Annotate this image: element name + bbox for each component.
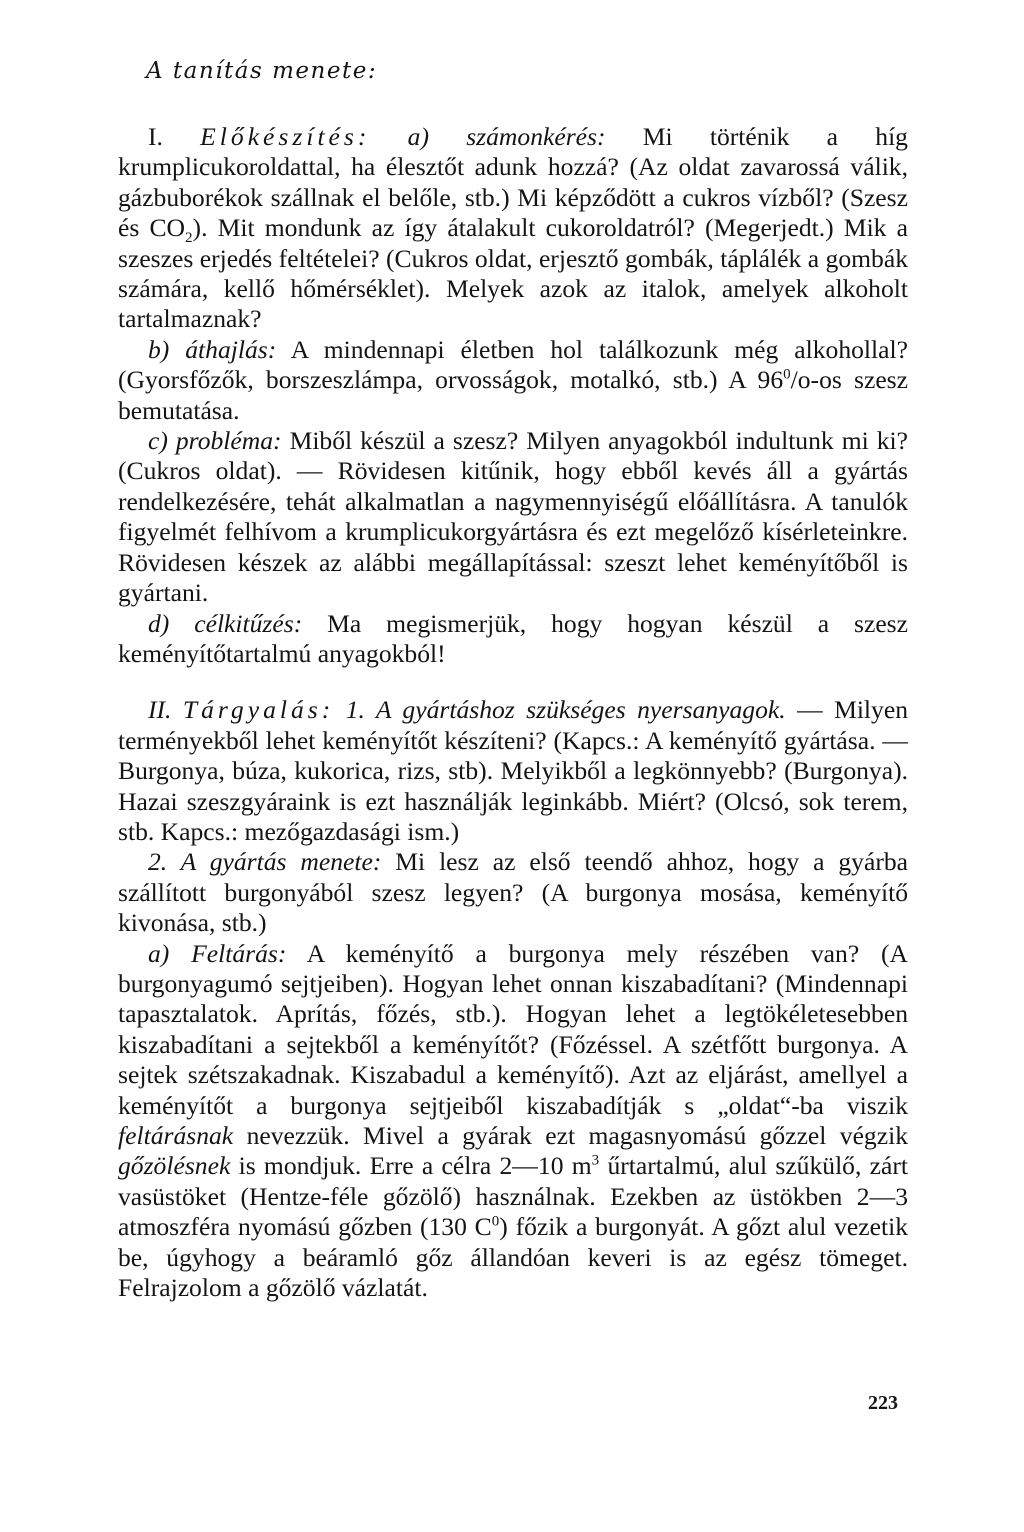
superscript-3: 3 <box>591 1152 600 1169</box>
subsection-d <box>118 609 908 670</box>
point-2-text: Mi lesz az első teendő ahhoz, hogy a gyárba szállított burgonyából szesz legyen? (A burgonya mosása, keményítő kivonása, stb.) <box>118 847 909 938</box>
subsection-d-label: d) célkitűzés: <box>148 608 303 638</box>
subsection-b-label: b) áthajlás: <box>148 334 277 364</box>
section-1-title: Előkészítés: <box>200 122 371 151</box>
subsection-a-text: Mi történik a híg krumplicukoroldattal, ha élesztőt adunk hozzá? (Az oldat zavarossá válik, gázbuborékok szállnak el belőle, stb.) Mi képződött a cukros vízből? (Szesz és CO <box>118 122 908 243</box>
subsection-b-text: A mindennapi életben hol találkozunk még alkohollal? (Gyorsfőzők, borszeszlámpa, orvosságok, motalkó, stb.) A 96 <box>118 334 908 395</box>
subsection-b-text-cont: /o-os szesz bemutatása. <box>118 365 908 425</box>
point-1-text: — Milyen terményekből lehet keményítőt készíteni? (Kapcs.: A keményítő gyártása. — Burgonya, búza, kukorica, rizs, stb). Melyikből a legkönnyebb? (Burgonya). Hazai szeszgyáraink is ezt használják leginkább. Miért? (Olcsó, sok terem, stb. Kapcs.: mezőgazdasági ism.) <box>118 695 909 846</box>
point-2a-label: a) Feltárás: <box>148 938 287 968</box>
page-content <box>118 58 908 1303</box>
subsection-c-text: Miből készül a szesz? Milyen anyagokból indultunk mi ki? (Cukros oldat). — Rövidesen kitűnik, hogy ebből kevés áll a gyártás rendelkezésére, tehát alkalmatlan a nagymennyiségű előállításra. A tanulók figyelmét felhívom a krumplicukorgyártásra és ezt megelőző kísérleteinkre. Rövidesen készek az alábbi megállapítással: szeszt lehet keményítőből is gyártani. <box>118 426 908 608</box>
point-2a-text-2: nevezzük. Mivel a gyárak ezt magasnyomású gőzzel végzik <box>246 1121 909 1150</box>
superscript-0: 0 <box>783 366 791 383</box>
point-2a-text-3: is mondjuk. Erre a célra 2—10 m <box>238 1151 592 1181</box>
subsection-c-label: c) probléma: <box>148 426 282 456</box>
point-2a-text-1: A keményítő a burgonya mely részében van? (A burgonyagumó sejtjeiben). Hogyan lehet onnan kiszabadítani? (Mindennapi tapasztalatok. Aprítás, főzés, stb.). Hogyan lehet a legtökéletesebben kiszabadítani a sejtekből a keményítőt? (Főzéssel. A szétfőtt burgonya. A sejtek szétszakadnak. Kiszabadul a keményítő). Azt az eljárást, amellyel a keményítőt a burgonya sejtjeiből kiszabadítják s „oldat“-ba viszik <box>118 938 908 1120</box>
point-2a-text-4: űrtartalmú, alul szűkülő, zárt vasüstöket (Hentze-féle gőzölő) használnak. Ezekben az üstökben 2—3 atmoszféra nyomású gőzben (130 C <box>118 1151 908 1242</box>
subsection-d-text: Ma megismerjük, hogy hogyan készül a szesz keményítőtartalmú anyagokból! <box>118 608 909 668</box>
point-2-label: 2. A gyártás menete: <box>148 847 382 877</box>
superscript-degree: 0 <box>491 1213 500 1230</box>
subsection-b <box>118 335 908 426</box>
section-2-number: II. <box>148 695 172 725</box>
subsection-a-label: a) számonkérés: <box>407 122 606 151</box>
section-1-intro <box>118 122 908 335</box>
section-1-number: I. <box>148 122 163 151</box>
page-header: A tanítás menete: <box>146 58 378 84</box>
page-number: 223 <box>868 1392 898 1414</box>
section-2-intro <box>118 695 908 847</box>
point-2a-text-5: ) főzik a burgonyát. A gőzt alul vezetik be, úgyhogy a beáramló gőz állandóan keveri is az egész tömeget. Felrajzolom a gőzölő vázlatát. <box>118 1212 908 1303</box>
subscript-2: 2 <box>185 230 193 247</box>
term-gozoles: gőzölésnek <box>118 1151 231 1181</box>
term-feltaras: feltárásnak <box>118 1121 234 1150</box>
subsection-c <box>118 426 908 608</box>
point-1-label: 1. A gyártáshoz szükséges nyersanyagok. <box>345 695 786 725</box>
point-2 <box>118 847 908 938</box>
section-2-title: Tárgyalás: <box>182 695 335 725</box>
subsection-a-text-cont: ). Mit mondunk az így átalakult cukoroldatról? (Megerjedt.) Mik a szeszes erjedés feltételei? (Cukros oldat, erjesztő gombák, táplálék a gombák számára, kellő hőmérséklet). Melyek azok az italok, amelyek alkoholt tartalmaznak? <box>118 213 908 334</box>
point-2a <box>118 939 908 1304</box>
